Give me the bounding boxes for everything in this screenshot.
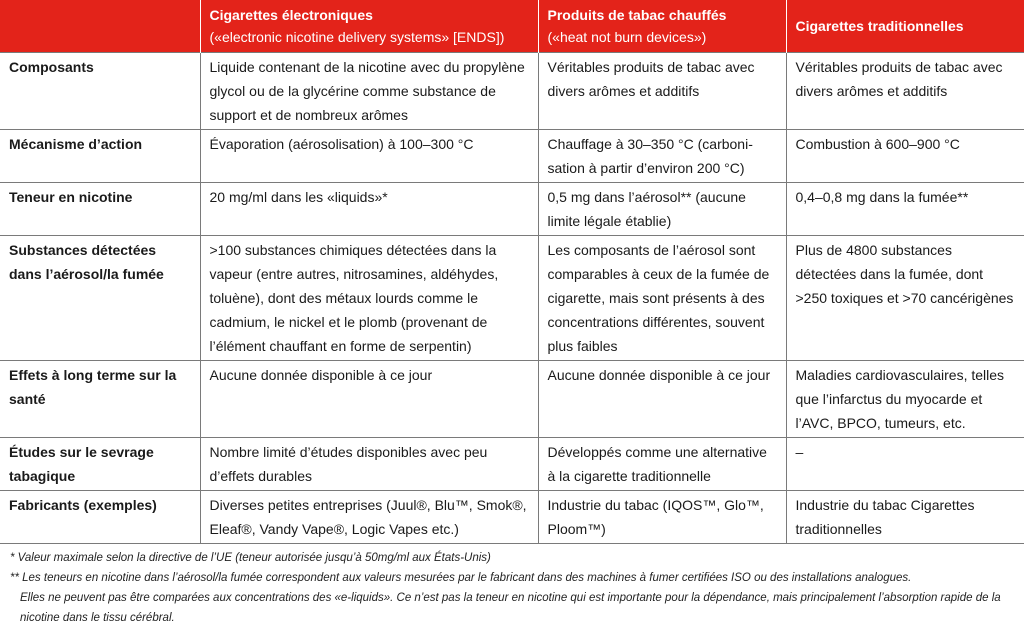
cell-ecig: Aucune donnée disponible à ce jour	[200, 361, 538, 438]
cell-heated: Les composants de l’aérosol sont comparables à ceux de la fumée de cigarette, mais sont présents à des concentrations différentes, souvent plus faibles	[538, 236, 786, 361]
table-body	[0, 53, 1024, 544]
cell-ecig: Diverses petites entreprises (Juul®, Blu™, Smok®, Eleaf®, Vandy Vape®, Logic Vapes etc.)	[200, 491, 538, 544]
cell-traditional: Plus de 4800 substances détectées dans la fumée, dont >250 toxiques et >70 cancérigènes	[786, 236, 1024, 361]
table-row	[0, 53, 1024, 130]
footnote-2: ** Les teneurs en nicotine dans l’aérosol/la fumée correspondent aux valeurs mesurées par le fabricant dans des machines à fumer certifiées ISO ou des installations analogues.	[10, 572, 912, 584]
cell-heated: Véritables produits de tabac avec divers arômes et additifs	[538, 53, 786, 130]
table-header	[0, 0, 1024, 53]
cell-traditional: Combustion à 600–900 °C	[786, 130, 1024, 183]
footnotes	[0, 543, 1024, 628]
header-traditional	[786, 0, 1024, 53]
row-label: Effets à long terme sur la santé	[0, 361, 200, 438]
cell-traditional: –	[786, 438, 1024, 491]
header-corner	[0, 0, 200, 53]
row-label: Composants	[0, 53, 200, 130]
header-ecig	[200, 0, 538, 53]
cell-heated: Industrie du tabac (IQOS™, Glo™, Ploom™)	[538, 491, 786, 544]
header-traditional-title: Cigarettes traditionnelles	[795, 18, 964, 34]
header-ecig-title: Cigarettes électroniques	[209, 7, 373, 23]
table-row	[0, 236, 1024, 361]
row-label: Études sur le sevrage tabagique	[0, 438, 200, 491]
table-row	[0, 130, 1024, 183]
footnote-1: * Valeur maximale selon la directive de l’UE (teneur autorisée jusqu’à 50mg/ml aux États-Unis)	[10, 552, 491, 564]
cell-ecig: >100 substances chimiques détectées dans la vapeur (entre autres, nitrosamines, aldéhydes, toluène), dont des métaux lourds comme le cadmium, le nickel et le plomb (provenant de l’élément chauffant en forme de serpentin)	[200, 236, 538, 361]
header-heated	[538, 0, 786, 53]
footnote-2-continued: Elles ne peuvent pas être comparées aux concentrations des «e-liquids». Ce n’est pas la teneur en nicotine qui est importante pour la dépendance, mais principalement l’absorption rapide de la nicotine dans le tissu cérébral.	[20, 592, 1001, 624]
cell-heated: Développés comme une alternative à la cigarette traditionnelle	[538, 438, 786, 491]
table-row	[0, 361, 1024, 438]
cell-heated: 0,5 mg dans l’aérosol** (aucune limite légale établie)	[538, 183, 786, 236]
cell-heated: Chauffage à 30–350 °C (carbonisation à partir d’environ 200 °C)	[538, 130, 786, 183]
table-row	[0, 491, 1024, 544]
header-ecig-sub: («electronic nicotine delivery systems» [ENDS])	[209, 29, 505, 45]
table-row	[0, 438, 1024, 491]
header-heated-title: Produits de tabac chauffés	[547, 7, 727, 23]
header-heated-sub: («heat not burn devices»)	[547, 29, 707, 45]
cell-traditional: Véritables produits de tabac avec divers arômes et additifs	[786, 53, 1024, 130]
cell-traditional: Maladies cardiovasculaires, telles que l’infarctus du myocarde et l’AVC, BPCO, tumeurs, etc.	[786, 361, 1024, 438]
cell-traditional: Industrie du tabac Cigarettes traditionnelles	[786, 491, 1024, 544]
row-label: Fabricants (exemples)	[0, 491, 200, 544]
row-label: Mécanisme d’action	[0, 130, 200, 183]
cell-traditional: 0,4–0,8 mg dans la fumée**	[786, 183, 1024, 236]
table-row	[0, 183, 1024, 236]
cell-ecig: Nombre limité d’études disponibles avec peu d’effets durables	[200, 438, 538, 491]
cell-ecig: Évaporation (aérosolisation) à 100–300 °C	[200, 130, 538, 183]
cell-heated: Aucune donnée disponible à ce jour	[538, 361, 786, 438]
cell-ecig: Liquide contenant de la nicotine avec du propylène glycol ou de la glycérine comme substance de support et de nombreux arômes	[200, 53, 538, 130]
row-label: Teneur en nicotine	[0, 183, 200, 236]
cell-ecig: 20 mg/ml dans les «liquids»*	[200, 183, 538, 236]
row-label: Substances détectées dans l’aérosol/la fumée	[0, 236, 200, 361]
